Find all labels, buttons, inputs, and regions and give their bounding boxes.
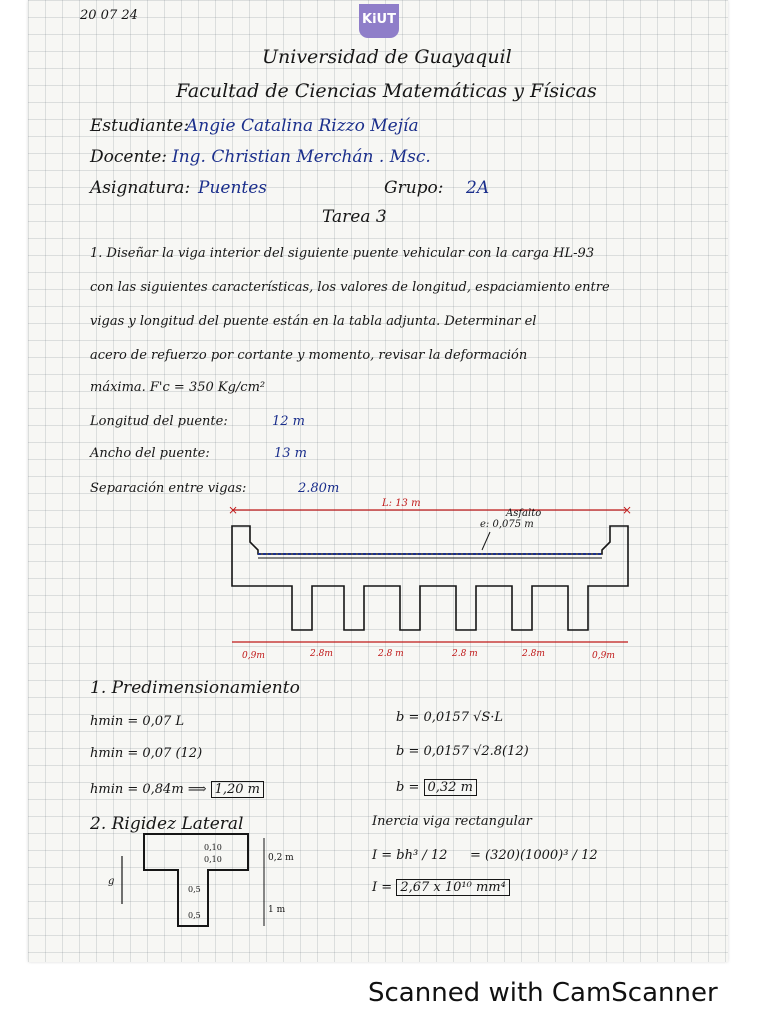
bridge-section-outline [232,526,628,630]
student-label: Estudiante: [90,116,189,136]
problem-line-1: 1. Diseñar la viga interior del siguiente puente vehicular con la carga HL-93 [90,246,595,261]
b-line-1: b = 0,0157 √S·L [396,710,504,725]
b-line-3 [396,780,477,795]
faculty-title: Facultad de Ciencias Matemáticas y Físicas [176,80,597,102]
b-result-prefix: b = [396,780,420,795]
width-label: Ancho del puente: [90,446,210,461]
asphalt-arrow [482,532,490,550]
inertia-title: Inercia viga rectangular [372,814,532,829]
sketch-label-web-2: 0,5 [188,911,201,920]
bridge-cross-section-diagram [220,490,640,670]
spacing-label: Separación entre vigas: [90,481,247,496]
width-value: 13 m [274,446,308,461]
total-length-dimension [228,498,632,517]
problem-line-4: acero de refuerzo por cortante y momento, revisar la deformación [90,348,528,363]
dim-span-4: 2.8m [522,649,545,659]
t-beam-section-sketch [100,830,300,940]
hmin-line-2: hmin = 0,07 (12) [90,746,203,761]
teacher-name: Ing. Christian Merchán . Msc. [172,147,431,167]
length-value: 12 m [272,414,306,429]
problem-line-5: máxima. F'c = 350 Kg/cm² [90,380,266,395]
sketch-label-g: g [108,876,115,887]
inertia-result-line [372,880,510,895]
scanner-watermark: Scanned with CamScanner [368,978,718,1008]
inertia-formula-right: = (320)(1000)³ / 12 [470,848,598,863]
dim-span-2: 2.8 m [378,649,404,659]
sketch-label-flange-1: 0,10 [204,843,222,852]
problem-line-2: con las siguientes características, los valores de longitud, espaciamiento entre [90,280,610,295]
hmin-line-3 [90,782,264,797]
inertia-result-prefix: I = [372,880,393,895]
subject-name: Puentes [198,178,268,198]
student-name: Angie Catalina Rizzo Mejía [186,116,419,136]
problem-line-3: vigas y longitud del puente están en la tabla adjunta. Determinar el [90,314,537,329]
subject-label: Asignatura: [90,178,191,198]
teacher-label: Docente: [90,147,168,167]
dim-overhang-right: 0,9m [592,651,615,661]
hmin-result: 1,20 m [211,781,264,798]
b-line-2: b = 0,0157 √2.8(12) [396,744,529,759]
inertia-formula-left: I = bh³ / 12 [372,848,448,863]
sketch-label-flange-2: 0,10 [204,855,222,864]
svg-text:×: × [622,503,633,517]
b-result: 0,32 m [424,779,477,796]
svg-text:×: × [228,503,239,517]
hmin-result-prefix: hmin = 0,84m [90,782,184,797]
hmin-result-arrow: ⟹ [187,782,211,797]
asphalt-thickness: e: 0,075 m [480,519,534,530]
inertia-result: 2,67 x 10¹⁰ mm⁴ [396,879,510,896]
asphalt-label: Asfalto [506,508,542,519]
logo: KiUT [359,4,399,38]
spacing-value: 2.80m [298,481,340,496]
section2-title: 2. Rigidez Lateral [90,814,244,834]
date: 20 07 24 [80,8,138,23]
sketch-label-web-1: 0,5 [188,885,201,894]
length-label: Longitud del puente: [90,414,228,429]
sketch-label-flange-height: 0,2 m [268,853,294,863]
span-dimensions [232,642,628,661]
hmin-line-1: hmin = 0,07 L [90,714,185,729]
total-length-label: L: 13 m [382,498,421,509]
university-title: Universidad de Guayaquil [262,46,512,68]
assignment-title: Tarea 3 [322,207,387,227]
dim-span-3: 2.8 m [452,649,478,659]
sketch-label-total: 1 m [268,905,286,915]
dim-span-1: 2.8m [310,649,333,659]
group-label: Grupo: [384,178,444,198]
dim-overhang-left: 0,9m [242,651,265,661]
section1-title: 1. Predimensionamiento [90,678,300,698]
group-value: 2A [466,178,490,198]
